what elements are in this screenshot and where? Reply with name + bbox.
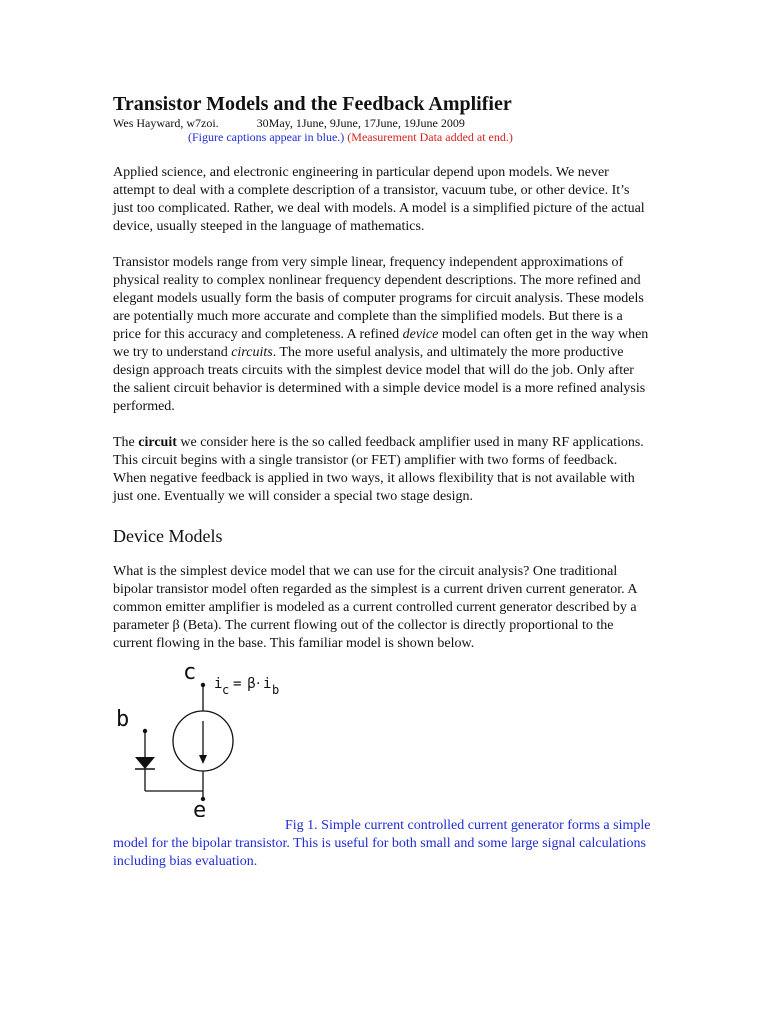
text-span: we consider here is the so called feedback amplifier used in many RF applications. This circuit begins with a single transistor (or FET) amplifier with two forms of feedback. When negative feedback is applied in two ways, it allows flexibility that is not available with just one. Eventually we will consider a special two stage design. bbox=[113, 435, 644, 504]
section-heading-device-models: Device Models bbox=[113, 526, 223, 546]
equation-i: i bbox=[214, 676, 223, 692]
equation-c-subscript: c bbox=[222, 683, 230, 697]
bold-circuit: circuit bbox=[138, 435, 177, 450]
document-title: Transistor Models and the Feedback Amplifier bbox=[113, 93, 512, 115]
text-span: Transistor models range from very simple linear, frequency independent approximations of physical reality to complex nonlinear frequency dependent descriptions. The more refined and elegant models usually form the basis of computer programs for circuit analysis. These models are potentially much more accurate and complete than the simplified models. But there is a price for this accuracy and completeness. A refined bbox=[113, 255, 644, 342]
current-arrow-head bbox=[199, 755, 207, 764]
paragraph-models-intro: Applied science, and electronic engineering in particular depend upon models. We never attempt to deal with a complete description of a transistor, vacuum tube, or other device. It’s just too complicated. Rather, we deal with models. A model is a simplified picture of the actual device, usually steeped in the language of mathematics. bbox=[113, 165, 645, 234]
transistor-model-diagram bbox=[113, 659, 653, 817]
revision-dates: 30May, 1June, 9June, 17June, 19June 2009 bbox=[256, 116, 465, 130]
text-span: model can often get in the way when we try to understand bbox=[113, 327, 649, 360]
equation-beta: β bbox=[247, 676, 256, 692]
figure-1-caption: Fig 1. Simple current controlled current generator forms a simple model for the bipolar transistor. This is useful for both small and some large signal calculations including bias evaluation. bbox=[113, 818, 651, 869]
notes-line bbox=[188, 130, 653, 144]
captions-note: (Figure captions appear in blue.) bbox=[188, 130, 345, 144]
paragraph-model-range bbox=[113, 254, 653, 416]
base-label: b bbox=[116, 707, 130, 732]
paragraph-simplest-model: What is the simplest device model that we can use for the circuit analysis? One traditional bipolar transistor model often regarded as the simplest is a current driven current generator. A common emitter amplifier is modeled as a current controlled current generator described by a parameter β (Beta). The current flowing out of the collector is directly proportional to the current flowing in the base. This familiar model is shown below. bbox=[113, 564, 637, 651]
equation-b-subscript: b bbox=[272, 683, 280, 697]
base-diode-triangle bbox=[135, 757, 155, 769]
text-span: . The more useful analysis, and ultimately the more productive design approach treats circuits with the simplest device model that will do the job. Only after the salient circuit behavior is determined with a simple device model is a more refined analysis performed. bbox=[113, 345, 646, 414]
equation-dot: · bbox=[256, 676, 261, 692]
equation-equals: = bbox=[233, 676, 242, 692]
emphasis-circuits: circuits bbox=[231, 345, 273, 360]
measurement-note: (Measurement Data added at end.) bbox=[347, 130, 513, 144]
figure-1-transistor-model bbox=[113, 659, 653, 817]
emitter-label: e bbox=[193, 798, 207, 817]
document-page bbox=[113, 92, 653, 871]
equation-i2: i bbox=[263, 676, 272, 692]
emphasis-device: device bbox=[402, 327, 439, 342]
author-line bbox=[113, 116, 653, 130]
author-name: Wes Hayward, w7zoi. bbox=[113, 116, 219, 130]
text-span: The bbox=[113, 435, 139, 450]
paragraph-circuit-intro bbox=[113, 434, 653, 506]
collector-label: c bbox=[183, 660, 197, 685]
